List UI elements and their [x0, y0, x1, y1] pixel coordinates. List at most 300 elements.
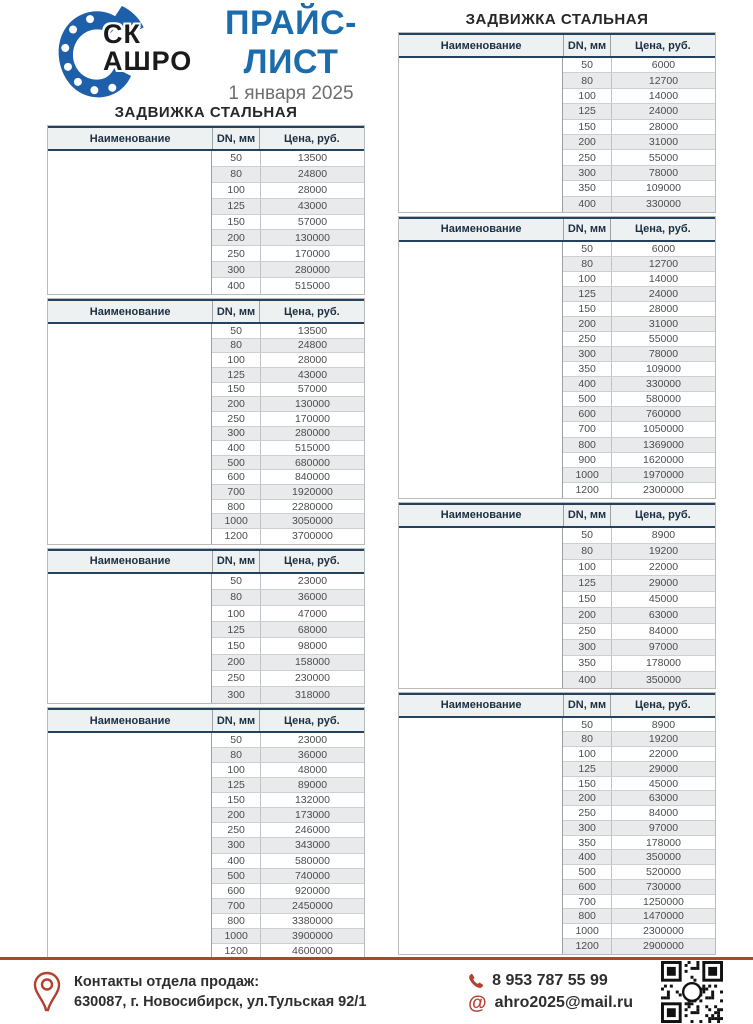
- table-row: [563, 317, 715, 332]
- price-value: 12700: [611, 73, 715, 87]
- dn-value: 200: [578, 609, 596, 622]
- table-row: [563, 468, 715, 483]
- email-row: [468, 994, 633, 1013]
- table-row: [212, 456, 364, 471]
- table-row: [212, 671, 364, 687]
- price-value: 63000: [611, 608, 715, 623]
- price-value: 45000: [611, 592, 715, 607]
- table-header-row: [48, 299, 364, 324]
- dn-value: 250: [227, 824, 245, 837]
- price-value: 109000: [611, 181, 715, 195]
- dn-value: 1200: [575, 484, 599, 497]
- right-column: [398, 5, 716, 960]
- phone-email-block: [468, 972, 633, 1013]
- price-value: 97000: [611, 821, 715, 835]
- contacts-address: 630087, г. Новосибирск, ул.Тульская 92/1: [74, 994, 367, 1010]
- price-value: 280000: [260, 262, 364, 277]
- table-row: [563, 880, 715, 895]
- table-row: [563, 89, 715, 104]
- dn-value: 50: [581, 529, 593, 542]
- table-header-row: [48, 126, 364, 151]
- column-header-name: Наименование: [440, 223, 522, 236]
- price-value: 3700000: [260, 529, 364, 544]
- table-row: [212, 215, 364, 231]
- table-row: [212, 838, 364, 853]
- dn-value: 125: [578, 288, 596, 301]
- dn-value: 600: [578, 408, 596, 421]
- table-row: [212, 339, 364, 354]
- dn-value: 250: [578, 625, 596, 638]
- dn-value: 100: [578, 89, 596, 102]
- phone-icon: [468, 973, 484, 989]
- table-row: [212, 278, 364, 294]
- footer: [0, 957, 753, 1024]
- price-rows: [212, 324, 364, 544]
- dn-value: 50: [230, 152, 242, 165]
- price-value: 2900000: [611, 939, 715, 954]
- table-row: [563, 135, 715, 150]
- dn-value: 500: [578, 393, 596, 406]
- price-value: 350000: [611, 672, 715, 688]
- table-row: [212, 427, 364, 442]
- logo-line2: АШРО: [103, 46, 193, 76]
- dn-value: 80: [230, 591, 242, 604]
- price-value: 55000: [611, 150, 715, 164]
- dn-value: 400: [578, 673, 596, 686]
- dn-value: 300: [227, 839, 245, 852]
- table-body: [399, 718, 715, 954]
- table-row: [563, 181, 715, 196]
- email-at-icon: @: [468, 992, 487, 1014]
- table-row: [212, 368, 364, 383]
- table-row: [563, 850, 715, 865]
- table-row: [212, 183, 364, 199]
- dn-value: 600: [578, 880, 596, 893]
- table-row: [563, 287, 715, 302]
- table-row: [563, 377, 715, 392]
- price-value: 23000: [260, 574, 364, 589]
- table-header-row: [399, 693, 715, 718]
- price-table-30с976нж: [47, 707, 365, 960]
- column-header-name: Наименование: [89, 714, 171, 727]
- brand-row: [47, 3, 399, 104]
- dn-value: 50: [230, 575, 242, 588]
- dn-value: 1200: [575, 940, 599, 953]
- price-value: 68000: [260, 622, 364, 637]
- dn-value: 200: [578, 318, 596, 331]
- dn-value: 250: [227, 412, 245, 425]
- price-value: 2450000: [260, 899, 364, 913]
- section-title-left: ЗАДВИЖКА СТАЛЬНАЯ: [114, 104, 298, 121]
- dn-value: 125: [227, 368, 245, 381]
- table-row: [563, 120, 715, 135]
- table-row: [563, 732, 715, 747]
- table-body: [399, 528, 715, 688]
- dn-value: 400: [578, 851, 596, 864]
- table-row: [563, 58, 715, 73]
- dn-value: 100: [227, 764, 245, 777]
- table-header-row: [48, 549, 364, 574]
- dn-value: 100: [578, 748, 596, 761]
- column-header-name: Наименование: [89, 555, 171, 568]
- logo-text: [103, 21, 192, 75]
- dn-value: 150: [227, 794, 245, 807]
- dn-value: 125: [578, 105, 596, 118]
- table-header-row: [399, 503, 715, 528]
- price-value: 330000: [611, 377, 715, 391]
- table-body: [48, 574, 364, 704]
- table-row: [212, 470, 364, 485]
- dn-value: 1200: [224, 945, 248, 958]
- price-value: 84000: [611, 624, 715, 639]
- dn-value: 600: [227, 471, 245, 484]
- qr-code: [661, 961, 723, 1023]
- table-row: [563, 104, 715, 119]
- table-row: [563, 806, 715, 821]
- table-row: [563, 865, 715, 880]
- price-value: 13500: [260, 151, 364, 166]
- dn-value: 100: [227, 607, 245, 620]
- table-row: [212, 884, 364, 899]
- table-row: [212, 914, 364, 929]
- product-name-panel: [48, 574, 212, 704]
- price-value: 13500: [260, 324, 364, 338]
- dn-value: 300: [227, 689, 245, 702]
- price-value: 173000: [260, 808, 364, 822]
- table-row: [212, 397, 364, 412]
- price-value: 3380000: [260, 914, 364, 928]
- price-value: 920000: [260, 884, 364, 898]
- dn-value: 250: [578, 333, 596, 346]
- price-value: 343000: [260, 838, 364, 852]
- dn-value: 800: [578, 438, 596, 451]
- price-value: 4600000: [260, 944, 364, 959]
- table-row: [563, 560, 715, 576]
- price-value: 2300000: [611, 483, 715, 498]
- table-row: [212, 808, 364, 823]
- table-row: [563, 640, 715, 656]
- table-row: [212, 324, 364, 339]
- price-rows: [212, 733, 364, 959]
- table-row: [212, 763, 364, 778]
- table-row: [212, 246, 364, 262]
- price-value: 318000: [260, 687, 364, 703]
- price-value: 515000: [260, 441, 364, 455]
- price-value: 43000: [260, 368, 364, 382]
- dn-value: 80: [230, 168, 242, 181]
- dn-value: 250: [578, 151, 596, 164]
- price-value: 730000: [611, 880, 715, 894]
- price-value: 28000: [260, 183, 364, 198]
- price-value: 170000: [260, 246, 364, 261]
- price-value: 515000: [260, 278, 364, 294]
- dn-value: 200: [227, 231, 245, 244]
- table-header-row: [399, 217, 715, 242]
- price-value: 36000: [260, 748, 364, 762]
- dn-value: 1000: [224, 929, 248, 942]
- table-row: [212, 823, 364, 838]
- dn-value: 300: [227, 427, 245, 440]
- price-value: 280000: [260, 427, 364, 441]
- price-value: 6000: [611, 58, 715, 72]
- footer-content: [0, 960, 753, 1024]
- table-row: [563, 656, 715, 672]
- column-header-name: Наименование: [89, 305, 171, 318]
- dn-value: 150: [578, 120, 596, 133]
- dn-value: 300: [578, 348, 596, 361]
- price-value: 130000: [260, 230, 364, 245]
- table-row: [563, 939, 715, 954]
- table-row: [563, 924, 715, 939]
- price-value: 24000: [611, 104, 715, 118]
- price-value: 2280000: [260, 500, 364, 514]
- column-header-price: Цена, руб.: [634, 223, 691, 236]
- column-header-dn: DN, мм: [563, 219, 610, 240]
- table-row: [563, 624, 715, 640]
- table-row: [563, 73, 715, 88]
- column-header-dn: DN, мм: [563, 35, 610, 56]
- price-table-30с15нж: [47, 125, 365, 295]
- column-header-name: Наименование: [89, 132, 171, 145]
- price-value: 43000: [260, 199, 364, 214]
- dn-value: 150: [227, 216, 245, 228]
- price-rows: [563, 718, 715, 954]
- dn-value: 700: [578, 895, 596, 908]
- price-value: 230000: [260, 671, 364, 686]
- price-table-30с41нж: [398, 32, 716, 213]
- table-row: [563, 242, 715, 257]
- dn-value: 150: [578, 777, 596, 790]
- table-row: [563, 909, 715, 924]
- table-row: [212, 590, 364, 606]
- table-row: [212, 151, 364, 167]
- dn-value: 50: [581, 718, 593, 731]
- price-value: 740000: [260, 869, 364, 883]
- table-body: [48, 733, 364, 959]
- price-rows: [563, 242, 715, 498]
- column-header-dn: DN, мм: [212, 301, 259, 322]
- price-value: 1470000: [611, 909, 715, 923]
- table-row: [563, 544, 715, 560]
- dn-value: 250: [227, 247, 245, 260]
- dn-value: 125: [578, 577, 596, 590]
- dn-value: 80: [230, 339, 242, 352]
- logo-line1: СК: [103, 19, 141, 49]
- left-column: [47, 5, 365, 960]
- price-table-30с915нж: [47, 298, 365, 545]
- price-value: 63000: [611, 791, 715, 805]
- dn-value: 900: [578, 453, 596, 466]
- table-row: [212, 869, 364, 884]
- table-row: [563, 528, 715, 544]
- price-value: 3050000: [260, 514, 364, 528]
- table-row: [563, 483, 715, 498]
- section-title-right: ЗАДВИЖКА СТАЛЬНАЯ: [465, 11, 649, 28]
- dn-value: 80: [230, 749, 242, 762]
- table-body: [48, 324, 364, 544]
- price-value: 14000: [611, 272, 715, 286]
- column-header-dn: DN, мм: [563, 695, 610, 716]
- dn-value: 700: [227, 485, 245, 498]
- table-row: [563, 672, 715, 688]
- dn-value: 300: [578, 641, 596, 654]
- price-value: 680000: [260, 456, 364, 470]
- table-row: [212, 606, 364, 622]
- dn-value: 400: [227, 441, 245, 454]
- table-body: [399, 58, 715, 212]
- table-row: [212, 733, 364, 748]
- dn-value: 700: [578, 423, 596, 436]
- dn-value: 250: [578, 807, 596, 820]
- dn-value: 700: [227, 899, 245, 912]
- dn-value: 50: [581, 242, 593, 255]
- price-value: 580000: [260, 854, 364, 868]
- dn-value: 400: [227, 280, 245, 293]
- table-row: [212, 854, 364, 869]
- dn-value: 100: [227, 184, 245, 197]
- table-row: [212, 929, 364, 944]
- table-row: [563, 592, 715, 608]
- table-row: [563, 347, 715, 362]
- table-row: [563, 438, 715, 453]
- product-name-panel: [48, 324, 212, 544]
- email-address: ahro2025@mail.ru: [494, 994, 633, 1011]
- dn-value: 400: [227, 854, 245, 867]
- product-name-panel: [48, 151, 212, 294]
- price-value: 89000: [260, 778, 364, 792]
- dn-value: 300: [227, 263, 245, 276]
- dn-value: 80: [581, 257, 593, 270]
- table-row: [563, 197, 715, 212]
- price-table-30с64нж: [398, 502, 716, 689]
- dn-value: 100: [578, 273, 596, 286]
- dn-value: 200: [227, 809, 245, 822]
- table-body: [48, 151, 364, 294]
- table-row: [212, 230, 364, 246]
- product-name-panel: [399, 58, 563, 212]
- table-row: [212, 778, 364, 793]
- page-date: 1 января 2025: [228, 82, 354, 104]
- company-logo: [47, 5, 193, 101]
- dn-value: 50: [230, 734, 242, 747]
- price-value: 1369000: [611, 438, 715, 452]
- price-value: 19200: [611, 732, 715, 746]
- price-value: 45000: [611, 777, 715, 791]
- table-row: [212, 622, 364, 638]
- price-value: 8900: [611, 718, 715, 732]
- table-row: [212, 199, 364, 215]
- column-header-price: Цена, руб.: [283, 305, 340, 318]
- price-value: 1920000: [260, 485, 364, 499]
- product-name-panel: [399, 242, 563, 498]
- price-value: 29000: [611, 762, 715, 776]
- table-row: [212, 529, 364, 544]
- price-value: 1970000: [611, 468, 715, 482]
- price-value: 19200: [611, 544, 715, 559]
- table-row: [563, 166, 715, 181]
- table-row: [212, 514, 364, 529]
- price-value: 520000: [611, 865, 715, 879]
- dn-value: 400: [578, 378, 596, 391]
- dn-value: 125: [227, 779, 245, 792]
- dn-value: 150: [227, 383, 245, 396]
- dn-value: 200: [227, 398, 245, 411]
- table-row: [212, 167, 364, 183]
- price-value: 97000: [611, 640, 715, 655]
- table-row: [212, 383, 364, 398]
- column-header-price: Цена, руб.: [634, 699, 691, 712]
- price-value: 330000: [611, 197, 715, 212]
- table-row: [212, 412, 364, 427]
- price-value: 580000: [611, 392, 715, 406]
- price-value: 840000: [260, 470, 364, 484]
- table-row: [212, 748, 364, 763]
- column-header-price: Цена, руб.: [634, 39, 691, 52]
- table-header-row: [48, 708, 364, 733]
- dn-value: 350: [578, 182, 596, 195]
- price-value: 84000: [611, 806, 715, 820]
- column-header-name: Наименование: [440, 39, 522, 52]
- column-header-name: Наименование: [440, 699, 522, 712]
- price-value: 14000: [611, 89, 715, 103]
- price-value: 31000: [611, 317, 715, 331]
- dn-value: 125: [578, 762, 596, 775]
- table-row: [563, 362, 715, 377]
- column-header-dn: DN, мм: [563, 505, 610, 526]
- dn-value: 50: [230, 324, 242, 337]
- dn-value: 80: [581, 74, 593, 87]
- contact-text: [74, 974, 366, 1010]
- dn-value: 1000: [575, 925, 599, 938]
- price-value: 57000: [260, 215, 364, 230]
- price-value: 1050000: [611, 422, 715, 436]
- right-tables: [398, 32, 716, 955]
- price-value: 132000: [260, 793, 364, 807]
- price-value: 23000: [260, 733, 364, 747]
- table-row: [563, 453, 715, 468]
- price-value: 36000: [260, 590, 364, 605]
- price-value: 24000: [611, 287, 715, 301]
- dn-value: 350: [578, 836, 596, 849]
- price-value: 24800: [260, 167, 364, 182]
- product-name-panel: [399, 528, 563, 688]
- dn-value: 800: [227, 914, 245, 927]
- table-row: [563, 718, 715, 733]
- table-row: [212, 353, 364, 368]
- dn-value: 150: [578, 593, 596, 606]
- dn-value: 250: [227, 672, 245, 685]
- table-row: [212, 793, 364, 808]
- dn-value: 200: [578, 136, 596, 149]
- dn-value: 1000: [575, 468, 599, 481]
- table-row: [563, 422, 715, 437]
- price-value: 3900000: [260, 929, 364, 943]
- contacts-title: Контакты отдела продаж:: [74, 974, 260, 990]
- table-row: [563, 762, 715, 777]
- dn-value: 800: [227, 500, 245, 513]
- price-value: 47000: [260, 606, 364, 621]
- dn-value: 300: [578, 166, 596, 179]
- table-row: [212, 655, 364, 671]
- price-value: 78000: [611, 166, 715, 180]
- price-value: 24800: [260, 339, 364, 353]
- price-value: 55000: [611, 332, 715, 346]
- table-row: [212, 638, 364, 654]
- dn-value: 125: [227, 200, 245, 213]
- price-value: 28000: [611, 302, 715, 316]
- dn-value: 50: [581, 59, 593, 72]
- price-value: 158000: [260, 655, 364, 670]
